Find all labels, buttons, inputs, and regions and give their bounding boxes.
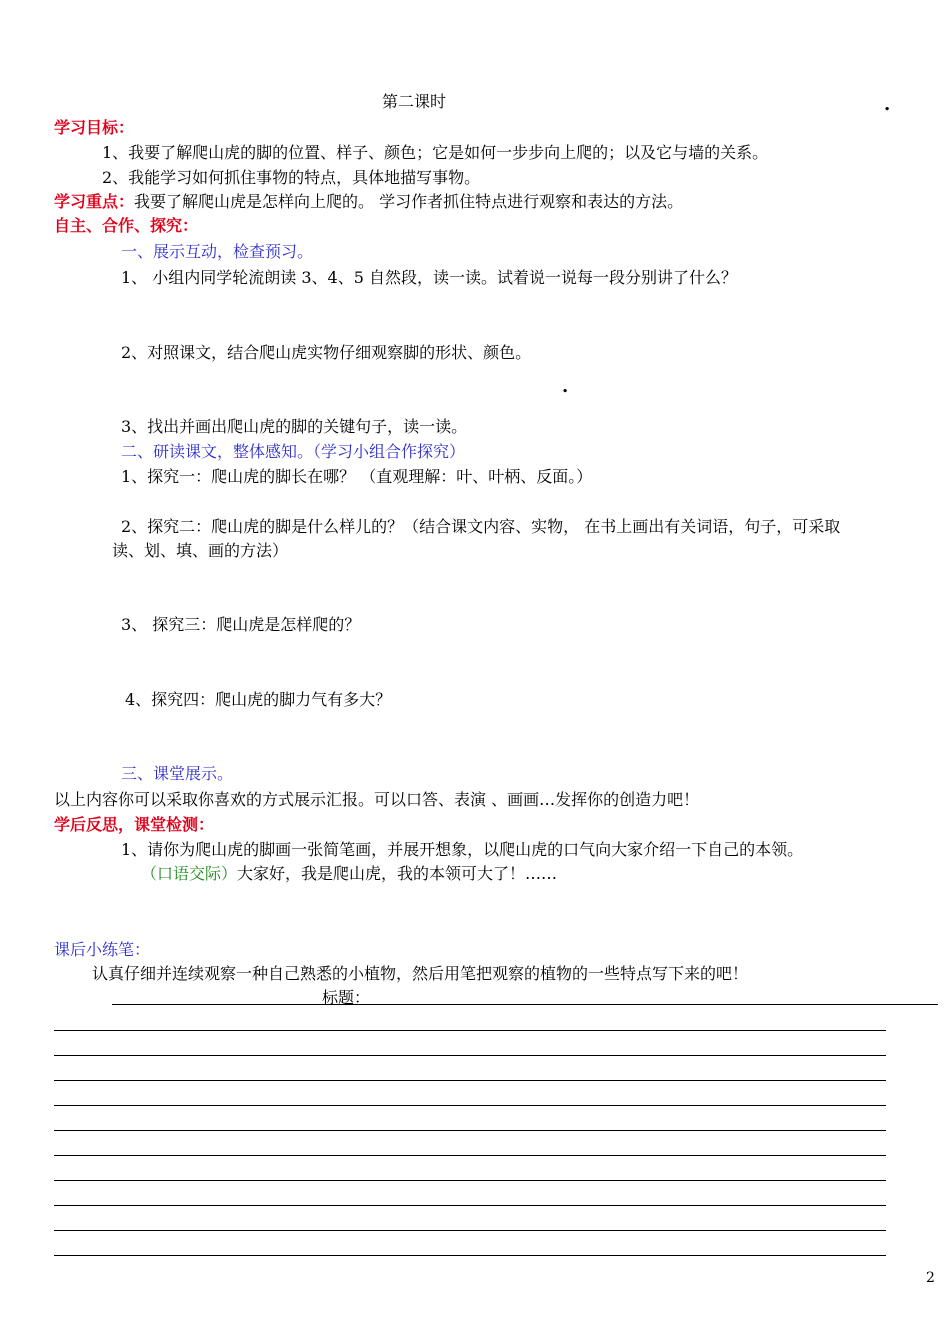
objectives-heading: 学习目标：	[54, 118, 135, 137]
focus-line	[54, 190, 683, 214]
writing-line	[54, 1055, 886, 1056]
objective-item-2: 2、我能学习如何抓住事物的特点，具体地描写事物。	[102, 168, 481, 187]
part2-question-3: 3、 探究三：爬山虎是怎样爬的？	[121, 615, 361, 634]
speaking-tag: （口语交际）	[141, 864, 238, 883]
focus-text: 我要了解爬山虎是怎样向上爬的。 学习作者抓住特点进行观察和表达的方法。	[134, 192, 684, 211]
writing-line	[54, 1130, 886, 1131]
writing-line	[54, 1180, 886, 1181]
writing-line	[54, 1230, 886, 1231]
focus-heading: 学习重点：	[54, 192, 135, 211]
writing-line	[54, 1030, 886, 1031]
stray-dot: .	[562, 376, 569, 397]
page-number: 2	[926, 1270, 935, 1286]
writing-line	[54, 1255, 886, 1256]
reflection-item-1: 1、请你为爬山虎的脚画一张简笔画，并展开想象，以爬山虎的口气向大家介绍一下自己的本领。	[121, 840, 804, 859]
stray-dot: .	[884, 94, 891, 115]
part3-text: 以上内容你可以采取你喜欢的方式展示汇报。可以口答、表演 、画画…发挥你的创造力吧！	[54, 790, 700, 809]
objective-item-1: 1、我要了解爬山虎的脚的位置、样子、颜色；它是如何一步步向上爬的；以及它与墙的关系。	[102, 143, 769, 162]
part2-question-4: 4、探究四：爬山虎的脚力气有多大？	[125, 690, 392, 709]
part1-question-1: 1、 小组内同学轮流朗读 3、4、5 自然段，读一读。试着说一说每一段分别讲了什么？	[121, 268, 737, 287]
practice-prompt: 认真仔细并连续观察一种自己熟悉的小植物，然后用笔把观察的植物的一些特点写下来的吧！	[92, 964, 749, 983]
title-label: 标题：	[322, 988, 371, 1007]
part2-question-2-line1: 2、探究二：爬山虎的脚是什么样儿的？（结合课文内容、实物， 在书上画出有关词语，句子，可采取	[121, 517, 841, 536]
writing-line	[54, 1080, 886, 1081]
writing-line	[54, 1105, 886, 1106]
practice-heading: 课后小练笔：	[54, 940, 151, 959]
writing-line	[54, 1155, 886, 1156]
page-title: 第二课时	[382, 92, 447, 111]
reflection-heading: 学后反思，课堂检测：	[54, 815, 215, 834]
part2-heading: 二、研读课文，整体感知。（学习小组合作探究）	[121, 442, 466, 461]
writing-line	[54, 1205, 886, 1206]
title-underline	[112, 1004, 938, 1005]
part2-question-1: 1、探究一：爬山虎的脚长在哪？ （直观理解：叶、叶柄、反面。）	[121, 467, 593, 486]
reflection-item-1-cont	[141, 862, 557, 886]
part1-question-2: 2、对照课文，结合爬山虎实物仔细观察脚的形状、颜色。	[121, 343, 532, 362]
part1-heading: 一、展示互动，检查预习。	[121, 242, 314, 261]
part1-question-3: 3、找出并画出爬山虎的脚的关键句子，读一读。	[121, 417, 468, 436]
explore-heading: 自主、合作、探究：	[54, 216, 199, 235]
part3-heading: 三、课堂展示。	[121, 764, 234, 783]
reflection-speech: 大家好，我是爬山虎，我的本领可大了！……	[237, 864, 558, 883]
part2-question-2-line2: 读、划、填、画的方法）	[112, 541, 289, 560]
